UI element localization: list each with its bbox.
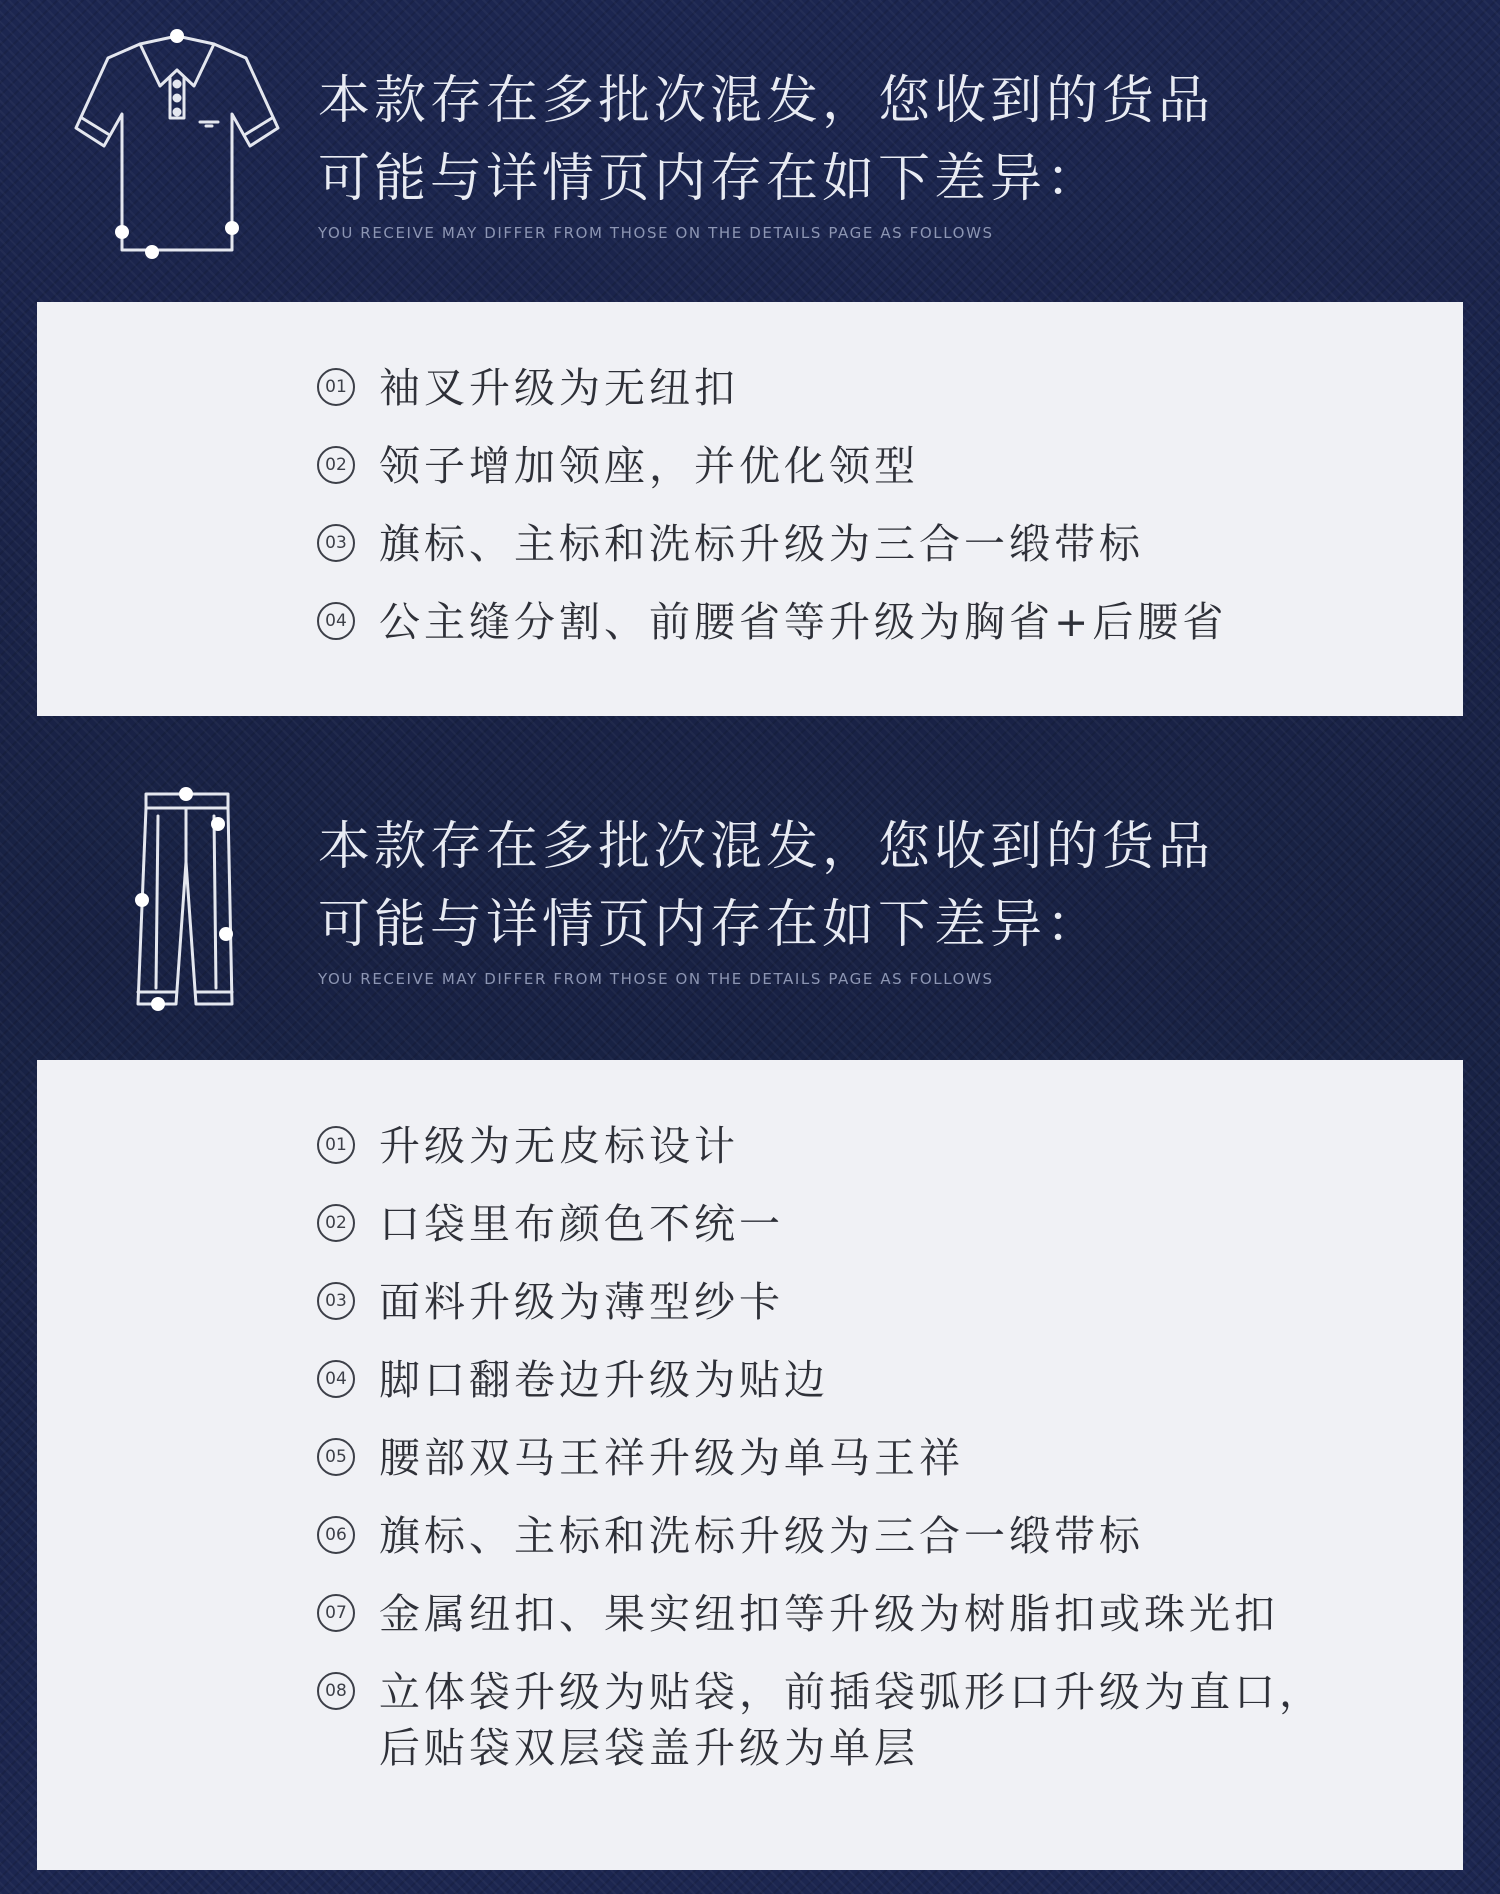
differences-panel <box>37 1060 1463 1870</box>
item-text: 脚口翻卷边升级为贴边 <box>379 1356 829 1404</box>
list-item <box>317 1586 1324 1664</box>
item-number-badge: 06 <box>317 1516 355 1554</box>
item-number-badge: 02 <box>317 446 355 484</box>
item-text: 领子增加领座，并优化领型 <box>379 442 919 490</box>
differences-list <box>317 1118 1324 1794</box>
item-number-badge: 08 <box>317 1672 355 1710</box>
item-number-badge: 04 <box>317 602 355 640</box>
list-item <box>317 1118 1324 1196</box>
headline-line-1: 本款存在多批次混发，您收到的货品 <box>318 817 1215 877</box>
trousers-icon <box>128 782 248 1012</box>
item-text: 腰部双马王祥升级为单马王祥 <box>379 1434 964 1482</box>
english-subtitle: YOU RECEIVE MAY DIFFER FROM THOSE ON THE DETAILS PAGE AS FOLLOWS <box>318 224 994 242</box>
item-number-badge: 01 <box>317 1126 355 1164</box>
section-header <box>318 62 1214 242</box>
list-item <box>317 1664 1324 1794</box>
item-number-badge: 04 <box>317 1360 355 1398</box>
differences-panel <box>37 302 1463 716</box>
item-number-badge: 03 <box>317 1282 355 1320</box>
item-number-badge: 02 <box>317 1204 355 1242</box>
item-text-line-1: 立体袋升级为贴袋，前插袋弧形口升级为直口， <box>379 1668 1324 1716</box>
item-text: 旗标、主标和洗标升级为三合一缎带标 <box>379 1512 1144 1560</box>
item-text: 金属纽扣、果实纽扣等升级为树脂扣或珠光扣 <box>379 1590 1279 1638</box>
list-item <box>317 438 1227 516</box>
item-text-line-2: 后贴袋双层袋盖升级为单层 <box>379 1724 919 1772</box>
list-item <box>317 1274 1324 1352</box>
differences-list <box>317 360 1227 672</box>
item-number-badge: 01 <box>317 368 355 406</box>
english-subtitle: YOU RECEIVE MAY DIFFER FROM THOSE ON THE DETAILS PAGE AS FOLLOWS <box>318 970 994 988</box>
item-text: 升级为无皮标设计 <box>379 1122 739 1170</box>
section-trousers <box>0 740 1500 1894</box>
list-item <box>317 516 1227 594</box>
list-item <box>317 1508 1324 1586</box>
item-text: 公主缝分割、前腰省等升级为胸省+后腰省 <box>379 598 1228 646</box>
headline-line-2: 可能与详情页内存在如下差异： <box>318 895 1103 955</box>
list-item <box>317 1196 1324 1274</box>
item-number-badge: 07 <box>317 1594 355 1632</box>
list-item <box>317 1430 1324 1508</box>
list-item <box>317 1352 1324 1430</box>
section-shirt <box>0 0 1500 740</box>
item-text: 旗标、主标和洗标升级为三合一缎带标 <box>379 520 1144 568</box>
section-header <box>318 808 1214 988</box>
item-text: 口袋里布颜色不统一 <box>379 1200 784 1248</box>
item-text-multiline <box>379 1664 1324 1776</box>
item-number-badge: 05 <box>317 1438 355 1476</box>
item-text: 袖叉升级为无纽扣 <box>379 364 739 412</box>
headline-line-2: 可能与详情页内存在如下差异： <box>318 149 1103 209</box>
item-text: 面料升级为薄型纱卡 <box>379 1278 784 1326</box>
list-item <box>317 594 1227 672</box>
list-item <box>317 360 1227 438</box>
polo-shirt-icon <box>70 22 285 270</box>
item-number-badge: 03 <box>317 524 355 562</box>
headline-line-1: 本款存在多批次混发，您收到的货品 <box>318 71 1215 131</box>
